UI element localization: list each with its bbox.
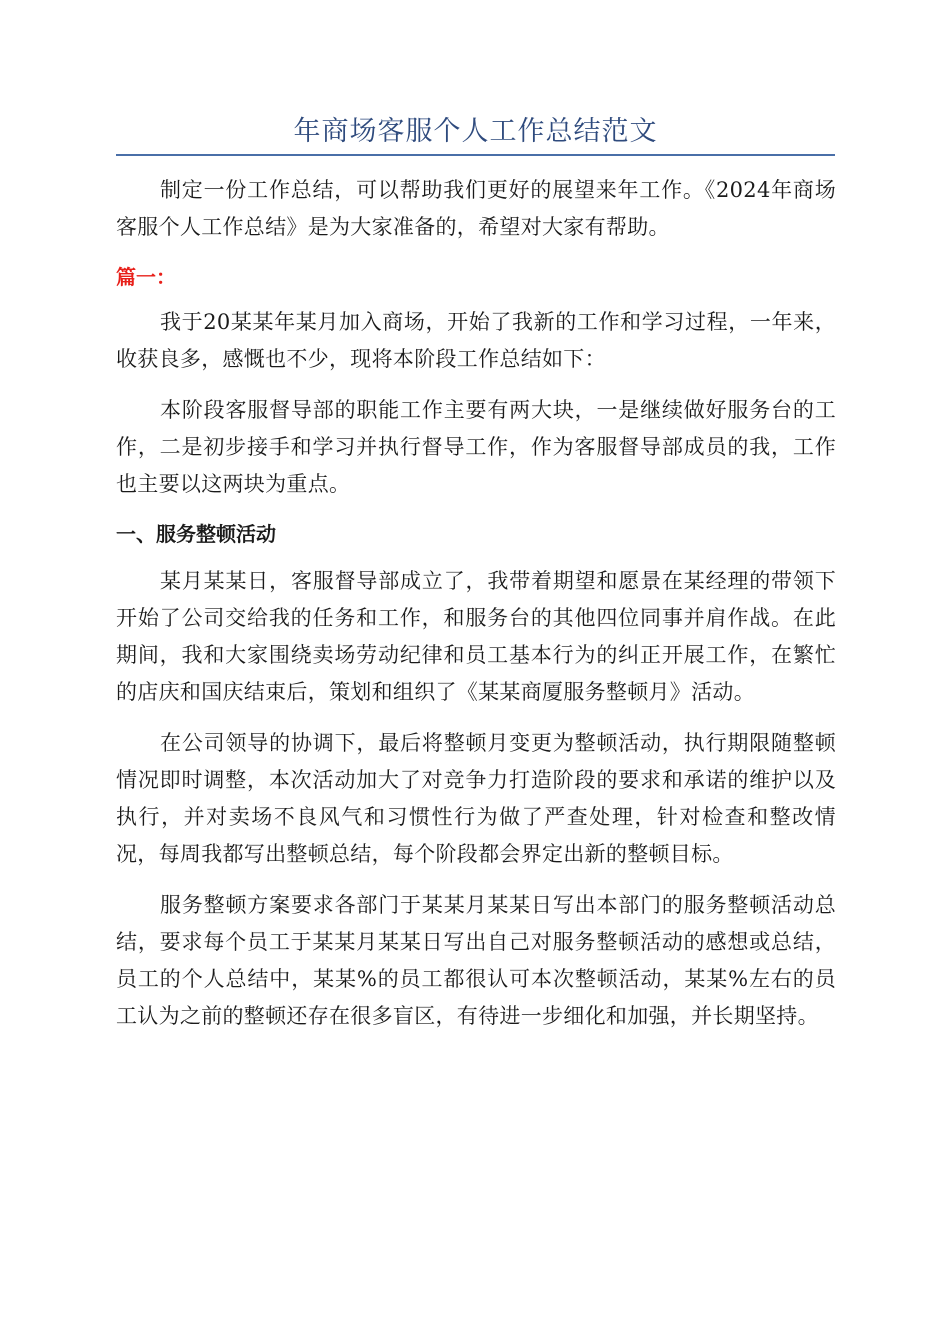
title-underline bbox=[116, 154, 835, 156]
body-paragraph-4: 在公司领导的协调下，最后将整顿月变更为整顿活动，执行期限随整顿情况即时调整，本次活动加大了对竞争力打造阶段的要求和承诺的维护以及执行，并对卖场不良风气和习惯性行为做了严查处理，针对检查和整改情况，每周我都写出整顿总结，每个阶段都会界定出新的整顿目标。 bbox=[116, 731, 836, 866]
document-title: 年商场客服个人工作总结范文 bbox=[293, 116, 658, 147]
intro-paragraph: 制定一份工作总结，可以帮助我们更好的展望来年工作。《2024年商场客服个人工作总结》是为大家准备的，希望对大家有帮助。 bbox=[116, 178, 836, 239]
body-paragraph-2: 本阶段客服督导部的职能工作主要有两大块，一是继续做好服务台的工作，二是初步接手和学习并执行督导工作，作为客服督导部成员的我，工作也主要以这两块为重点。 bbox=[116, 398, 836, 496]
body-paragraph-3: 某月某某日，客服督导部成立了，我带着期望和愿景在某经理的带领下开始了公司交给我的任务和工作，和服务台的其他四位同事并肩作战。在此期间，我和大家围绕卖场劳动纪律和员工基本行为的纠正开展工作，在繁忙的店庆和国庆结束后，策划和组织了《某某商厦服务整顿月》活动。 bbox=[116, 569, 836, 704]
body-paragraph-5: 服务整顿方案要求各部门于某某月某某日写出本部门的服务整顿活动总结，要求每个员工于某某月某某日写出自己对服务整顿活动的感想或总结，员工的个人总结中，某某%的员工都很认可本次整顿活动，某某%左右的员工认为之前的整顿还存在很多盲区，有待进一步细化和加强，并长期坚持。 bbox=[116, 893, 836, 1028]
body-paragraph-1: 我于20某某年某月加入商场，开始了我新的工作和学习过程，一年来，收获良多，感慨也不少，现将本阶段工作总结如下： bbox=[116, 310, 836, 371]
part-label: 篇一： bbox=[116, 265, 176, 289]
document-body bbox=[116, 172, 836, 1049]
section-heading: 一、服务整顿活动 bbox=[116, 522, 276, 546]
